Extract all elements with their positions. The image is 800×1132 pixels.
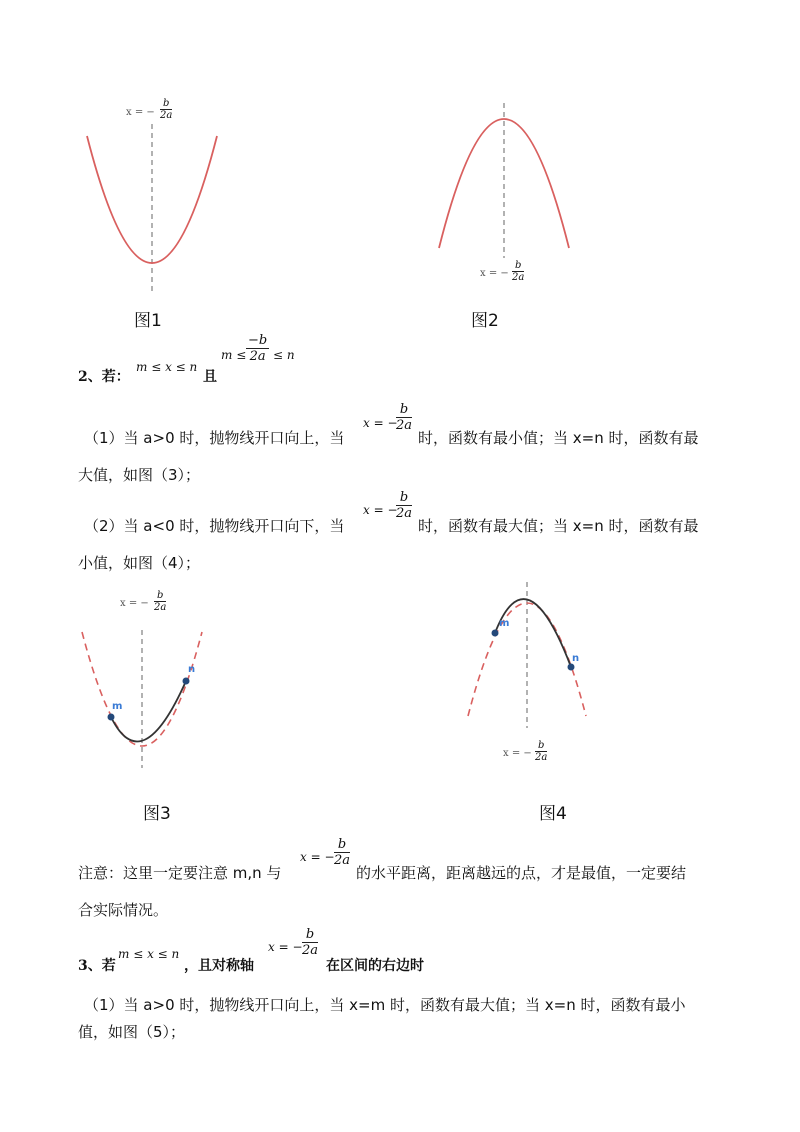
fig1-frac-den: 2a: [160, 110, 173, 121]
note-frac-num: b: [334, 837, 350, 853]
note-text-a: 注意：这里一定要注意 m,n 与: [78, 864, 282, 882]
note-fraction: [334, 837, 350, 868]
fig1-axis-label: x = −: [126, 107, 155, 118]
para3-line2: 值，如图（5）；: [78, 1023, 186, 1041]
fig4-caption: 图4: [539, 804, 567, 824]
fig4-parabola-dashed: [468, 603, 586, 716]
fig2-axis-label: x = −: [480, 268, 509, 279]
fig3-frac-num: b: [154, 590, 166, 602]
note-frac-den: 2a: [334, 853, 351, 868]
section3-cond: m ≤ x ≤ n: [118, 947, 180, 961]
fig2-caption: 图2: [471, 311, 499, 331]
section2-cond2-right: ≤ n: [273, 348, 295, 362]
section2-cond2-left: m ≤: [221, 348, 247, 362]
para3-line1: （1）当 a>0 时，抛物线开口向上，当 x=m 时，函数有最大值；当 x=n 时，函数有最小: [84, 996, 686, 1014]
fig4-axis-fraction: [535, 740, 547, 763]
fig1-axis-fraction: [160, 98, 172, 121]
fig1-parabola: [87, 136, 217, 263]
para1-frac-num: b: [396, 402, 412, 418]
fig3-parabola-dashed: [82, 632, 202, 746]
para2-text-a: （2）当 a<0 时，抛物线开口向下，当: [84, 517, 345, 535]
fig4-point-m: [492, 630, 499, 637]
fig4-axis-label: x = −: [503, 748, 532, 759]
fig3-point-n: [183, 678, 190, 685]
para2-text-b: 时，函数有最大值；当 x=n 时，函数有最: [418, 517, 699, 535]
fig2-frac-den: 2a: [512, 272, 525, 283]
section3-fraction: [302, 927, 318, 958]
para2-frac-den: 2a: [396, 506, 413, 521]
section2-frac-den: 2a: [249, 349, 266, 364]
fig1-frac-num: b: [160, 98, 172, 110]
section3-suffix: 在区间的右边时: [326, 958, 424, 974]
fig2-frac-num: b: [512, 260, 524, 272]
note-line2: 合实际情况。: [78, 901, 169, 919]
fig3-point-m: [108, 714, 115, 721]
section3-mid: ，且对称轴: [184, 958, 254, 974]
fig3-frac-den: 2a: [154, 602, 167, 613]
para1-fraction: [396, 402, 412, 433]
fig4-frac-den: 2a: [535, 752, 548, 763]
section2-cond1: m ≤ x ≤ n: [136, 360, 198, 374]
section2-prefix: 2、若：: [78, 369, 130, 385]
fig3-caption: 图3: [143, 804, 171, 824]
fig3-label-m: m: [112, 701, 123, 712]
section3-frac-num: b: [302, 927, 318, 943]
fig2-parabola: [439, 119, 569, 248]
note-text-b: 的水平距离，距离越远的点，才是最值，一定要结: [356, 864, 687, 882]
fig2-axis-fraction: [512, 260, 524, 283]
para2-eq-left: x = −: [363, 503, 398, 517]
fig4-label-n: n: [572, 653, 580, 664]
section2-frac-num: −b: [248, 333, 268, 348]
para2-line2: 小值，如图（4）；: [78, 554, 201, 572]
fig3-label-n: n: [188, 664, 196, 675]
fig4-point-n: [568, 664, 575, 671]
para2-fraction: [396, 490, 412, 521]
para1-line2: 大值，如图（3）；: [78, 466, 201, 484]
para1-frac-den: 2a: [396, 418, 413, 433]
fig4-label-m: m: [499, 618, 510, 629]
section3-frac-den: 2a: [302, 943, 319, 958]
fig3-axis-fraction: [154, 590, 166, 613]
section2-mid: 且: [203, 369, 217, 385]
section2-cond2-fraction: [246, 333, 269, 364]
fig4-solid-segment: [495, 599, 571, 667]
para1-eq-left: x = −: [363, 416, 398, 430]
section3-prefix: 3、若: [78, 958, 116, 974]
note-eq-left: x = −: [300, 850, 335, 864]
fig4-frac-num: b: [535, 740, 547, 752]
para2-frac-num: b: [396, 490, 412, 506]
fig1-caption: 图1: [134, 311, 162, 331]
para1-text-b: 时，函数有最小值；当 x=n 时，函数有最: [418, 429, 699, 447]
fig3-axis-label: x = −: [120, 598, 149, 609]
section3-eq-left: x = −: [268, 940, 303, 954]
para1-text-a: （1）当 a>0 时，抛物线开口向上，当: [84, 429, 345, 447]
